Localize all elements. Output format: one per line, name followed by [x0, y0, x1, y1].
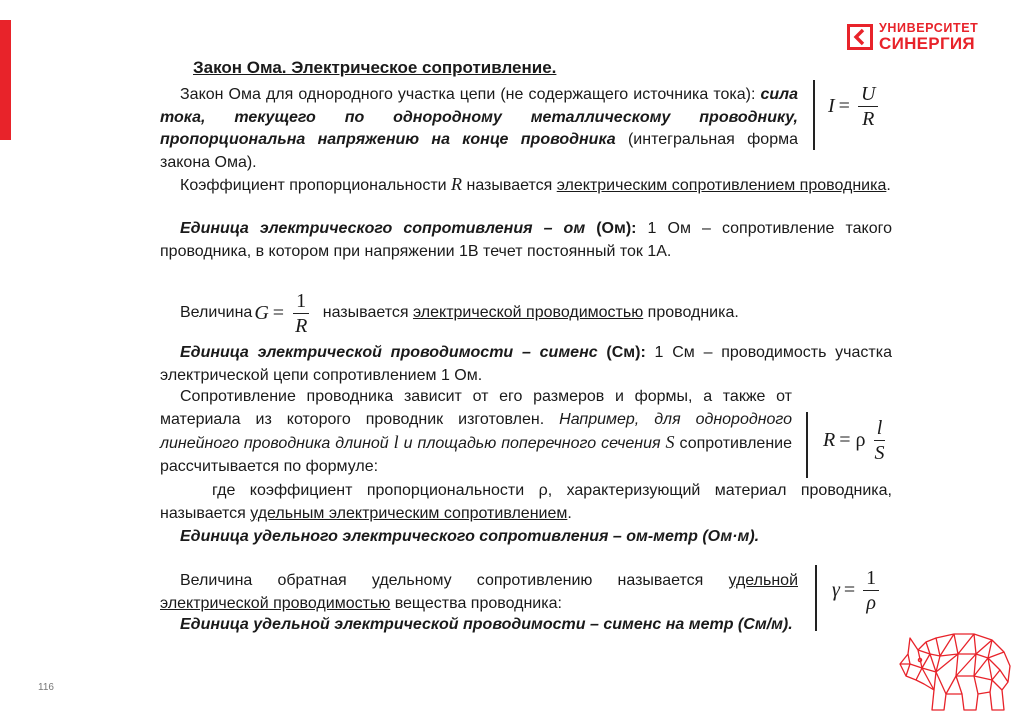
formula-divider [806, 412, 808, 478]
p1-emphasis: сила тока, текущего по однородному металлическому проводнику, пропорциональна напряжению на конце проводника [160, 86, 798, 148]
siemens-unit-paragraph [160, 342, 892, 387]
p7-text-2: . [567, 504, 572, 522]
formula-eq: = [838, 95, 850, 117]
p7-term: удельным электрическим сопротивлением [250, 504, 568, 522]
p6-italic-1: Например, для однородного линейного проводника длиной [160, 410, 793, 452]
p8-emphasis: Единица удельного электрического сопротивления – ом-метр (Ом·м). [180, 528, 760, 545]
p2-text-1: Коэффициент пропорциональности [180, 177, 452, 194]
formula-divider [815, 565, 817, 631]
formula-lhs: G [254, 302, 269, 325]
university-logo [847, 22, 978, 52]
p1-text-1: Закон Ома для однородного участка цепи (не содержащего источника тока): [180, 86, 761, 103]
formula-lhs: I [828, 95, 835, 117]
siemens-per-meter-paragraph [160, 614, 798, 637]
p6-variable-l: l [393, 432, 399, 452]
formula-den: S [874, 442, 885, 464]
p4-text-1: Величина [180, 304, 253, 322]
formula-eq: = [843, 579, 856, 601]
formula-num: 1 [293, 290, 309, 314]
accent-bar [0, 20, 11, 140]
p7-text-1: где коэффициент пропорциональности ρ, характеризующий материал проводника, называется [160, 482, 892, 522]
p1-text-2: (интегральная форма закона Ома). [160, 131, 798, 171]
formula-num: l [874, 417, 886, 441]
p6-text-2: сопротивление рассчитывается по формуле: [160, 435, 793, 475]
p9-text-1: Величина обратная удельному сопротивлению называется [180, 572, 729, 589]
p5-unit: (См): [606, 344, 646, 361]
conductivity-paragraph [160, 570, 798, 615]
logo-line-2: СИНЕРГИЯ [879, 33, 975, 53]
resistance-dependence-paragraph [160, 386, 792, 478]
logo-mark-icon [847, 24, 873, 50]
p9-text-2: вещества проводника: [390, 594, 562, 612]
p9-term: удельной электрической проводимостью [160, 572, 798, 612]
resistance-coefficient-paragraph [160, 173, 892, 198]
conductivity-formula [832, 567, 879, 614]
rhino-mascot-icon [896, 624, 1018, 716]
p4-text-3: проводника. [643, 304, 739, 322]
ohm-law-paragraph [160, 84, 798, 174]
p5-text: 1 См – проводимость участка электрической цепи сопротивлением 1 Ом. [160, 344, 892, 384]
formula-lhs: γ [832, 579, 840, 601]
ohm-meter-unit-paragraph [160, 526, 892, 549]
formula-lhs: R [823, 429, 836, 451]
formula-num: 1 [863, 567, 879, 591]
p6-variable-s: S [665, 432, 675, 452]
formula-eq: = [272, 302, 285, 325]
formula-num: U [858, 83, 878, 107]
logo-line-1: УНИВЕРСИТЕТ [879, 21, 979, 35]
p6-italic-2: и площадью поперечного сечения [398, 435, 666, 452]
formula-divider [813, 80, 815, 150]
ohm-unit-paragraph [160, 218, 892, 263]
resistivity-paragraph [160, 480, 892, 525]
p2-variable: R [451, 174, 463, 194]
formula-den: ρ [866, 592, 876, 614]
formula-den: R [295, 315, 308, 337]
p3-text: 1 Ом – сопротивление такого проводника, в котором при напряжении 1В течет постоянный ток 1А. [160, 220, 893, 260]
p2-term: электрическим сопротивлением проводника [556, 177, 887, 194]
p3-unit: (Ом): [596, 220, 637, 237]
ohm-law-formula [828, 83, 878, 130]
p4-text-2: называется [318, 304, 413, 322]
p2-text-2: называется [462, 177, 557, 194]
formula-den: R [862, 108, 875, 130]
page-number: 116 [38, 682, 54, 693]
p4-term: электрической проводимостью [412, 304, 644, 322]
p10-emphasis: Единица удельной электрической проводимости – сименс на метр (См/м). [180, 616, 793, 633]
conductance-formula [254, 290, 310, 337]
resistivity-formula [823, 417, 887, 464]
page-title: Закон Ома. Электрическое сопротивление. [193, 58, 557, 77]
formula-eq: = ρ [839, 429, 866, 451]
conductance-paragraph [180, 290, 900, 337]
p3-emphasis: Единица электрического сопротивления – ом [180, 220, 597, 237]
p6-text-1: Сопротивление проводника зависит от его размеров и формы, а также от материала из которого проводник изготовлен. [160, 388, 792, 428]
p2-text-3: . [886, 177, 891, 194]
p5-emphasis: Единица электрической проводимости – сименс [180, 344, 607, 361]
